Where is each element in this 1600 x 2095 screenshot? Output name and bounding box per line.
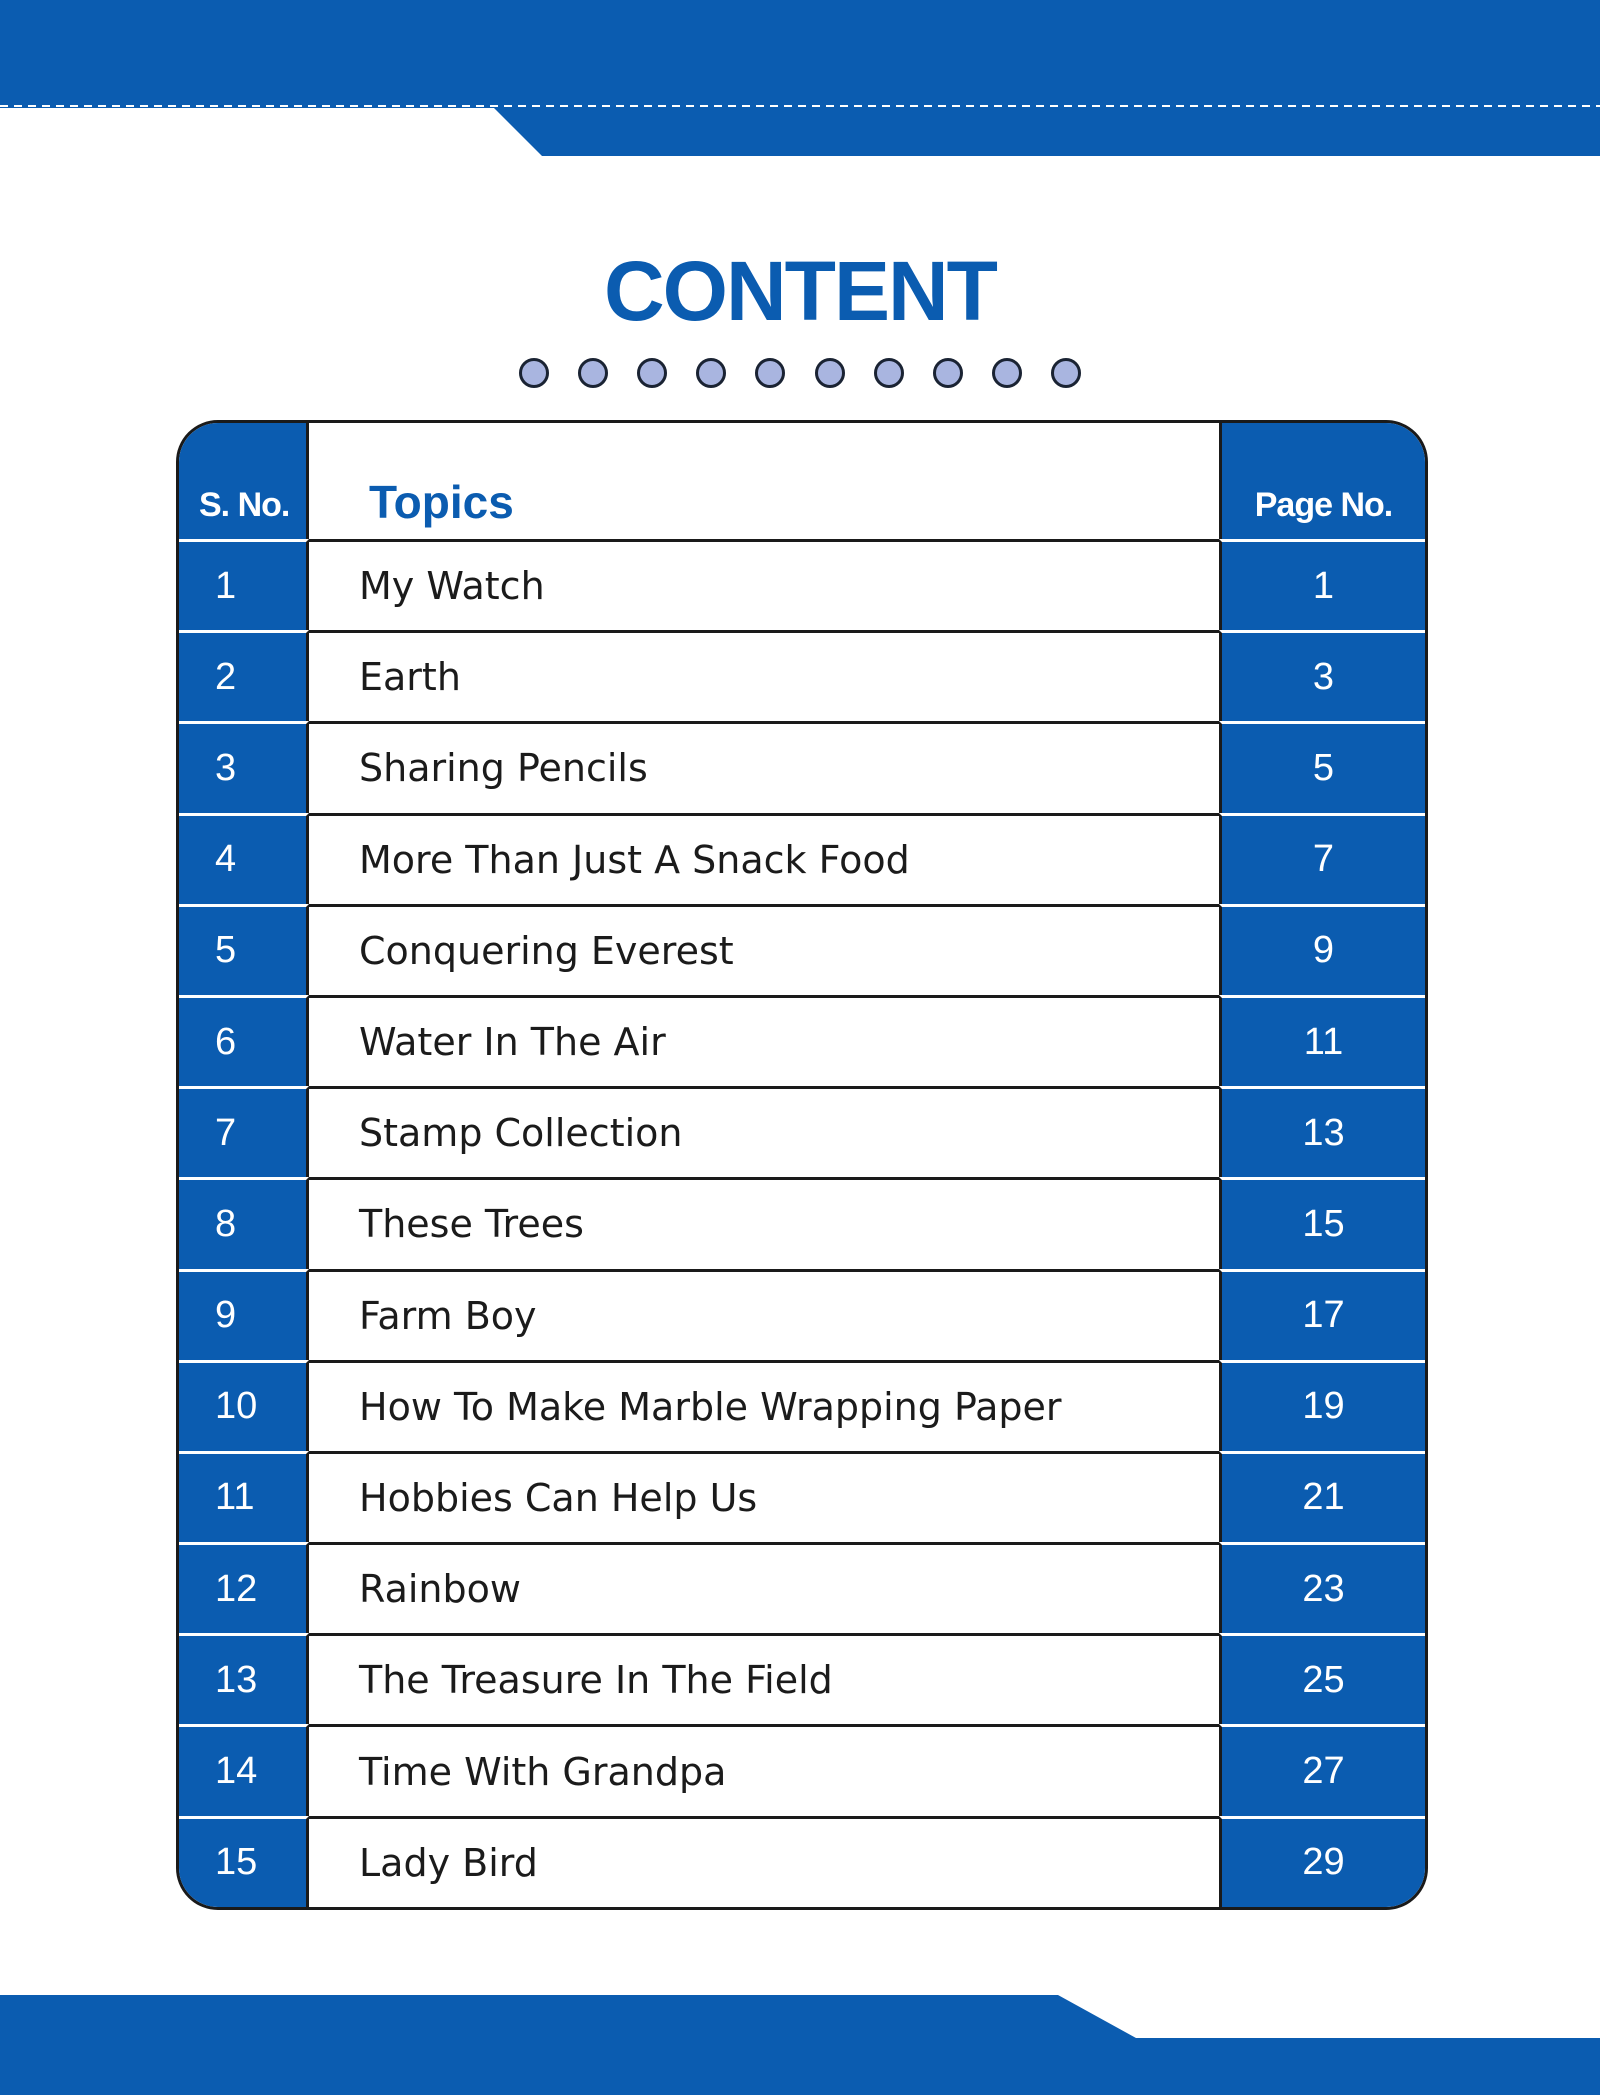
row-page-number: 21	[1219, 1451, 1425, 1542]
row-serial-number: 10	[179, 1360, 309, 1451]
row-serial-number: 8	[179, 1177, 309, 1268]
row-serial-number: 5	[179, 904, 309, 995]
row-topic: Sharing Pencils	[309, 721, 1219, 812]
row-topic: More Than Just A Snack Food	[309, 813, 1219, 904]
row-serial-number: 12	[179, 1542, 309, 1633]
row-page-number: 13	[1219, 1086, 1425, 1177]
row-topic: Farm Boy	[309, 1269, 1219, 1360]
divider-dot	[992, 358, 1022, 388]
row-serial-number: 15	[179, 1816, 309, 1907]
row-serial-number: 11	[179, 1451, 309, 1542]
row-serial-number: 1	[179, 539, 309, 630]
bottom-banner	[0, 1995, 1600, 2095]
row-topic: Earth	[309, 630, 1219, 721]
divider-dot	[637, 358, 667, 388]
row-page-number: 1	[1219, 539, 1425, 630]
row-topic: Time With Grandpa	[309, 1724, 1219, 1815]
row-topic: Stamp Collection	[309, 1086, 1219, 1177]
row-page-number: 5	[1219, 721, 1425, 812]
divider-dot	[874, 358, 904, 388]
header-serial-number: S. No.	[179, 423, 309, 539]
row-topic: Lady Bird	[309, 1816, 1219, 1907]
row-serial-number: 9	[179, 1269, 309, 1360]
header-topics: Topics	[369, 476, 514, 528]
row-topic: The Treasure In The Field	[309, 1633, 1219, 1724]
divider-dot	[519, 358, 549, 388]
top-banner	[0, 0, 1600, 156]
row-topic: Conquering Everest	[309, 904, 1219, 995]
row-topic: How To Make Marble Wrapping Paper	[309, 1360, 1219, 1451]
row-topic: Rainbow	[309, 1542, 1219, 1633]
row-page-number: 3	[1219, 630, 1425, 721]
divider-dot	[578, 358, 608, 388]
row-page-number: 7	[1219, 813, 1425, 904]
row-page-number: 29	[1219, 1816, 1425, 1907]
header-page-number: Page No.	[1219, 423, 1425, 539]
row-serial-number: 13	[179, 1633, 309, 1724]
row-serial-number: 6	[179, 995, 309, 1086]
row-topic: These Trees	[309, 1177, 1219, 1268]
row-serial-number: 7	[179, 1086, 309, 1177]
row-serial-number: 2	[179, 630, 309, 721]
divider-dot	[696, 358, 726, 388]
row-serial-number: 3	[179, 721, 309, 812]
page-title: CONTENT	[604, 244, 996, 338]
row-page-number: 19	[1219, 1360, 1425, 1451]
row-page-number: 27	[1219, 1724, 1425, 1815]
row-topic: My Watch	[309, 539, 1219, 630]
title-dot-divider	[519, 358, 1081, 388]
row-topic: Water In The Air	[309, 995, 1219, 1086]
divider-dot	[1051, 358, 1081, 388]
row-serial-number: 14	[179, 1724, 309, 1815]
divider-dot	[815, 358, 845, 388]
row-page-number: 17	[1219, 1269, 1425, 1360]
row-page-number: 25	[1219, 1633, 1425, 1724]
row-page-number: 23	[1219, 1542, 1425, 1633]
contents-table	[176, 420, 1428, 1910]
row-page-number: 15	[1219, 1177, 1425, 1268]
row-topic: Hobbies Can Help Us	[309, 1451, 1219, 1542]
divider-dot	[933, 358, 963, 388]
row-serial-number: 4	[179, 813, 309, 904]
row-page-number: 11	[1219, 995, 1425, 1086]
row-page-number: 9	[1219, 904, 1425, 995]
divider-dot	[755, 358, 785, 388]
